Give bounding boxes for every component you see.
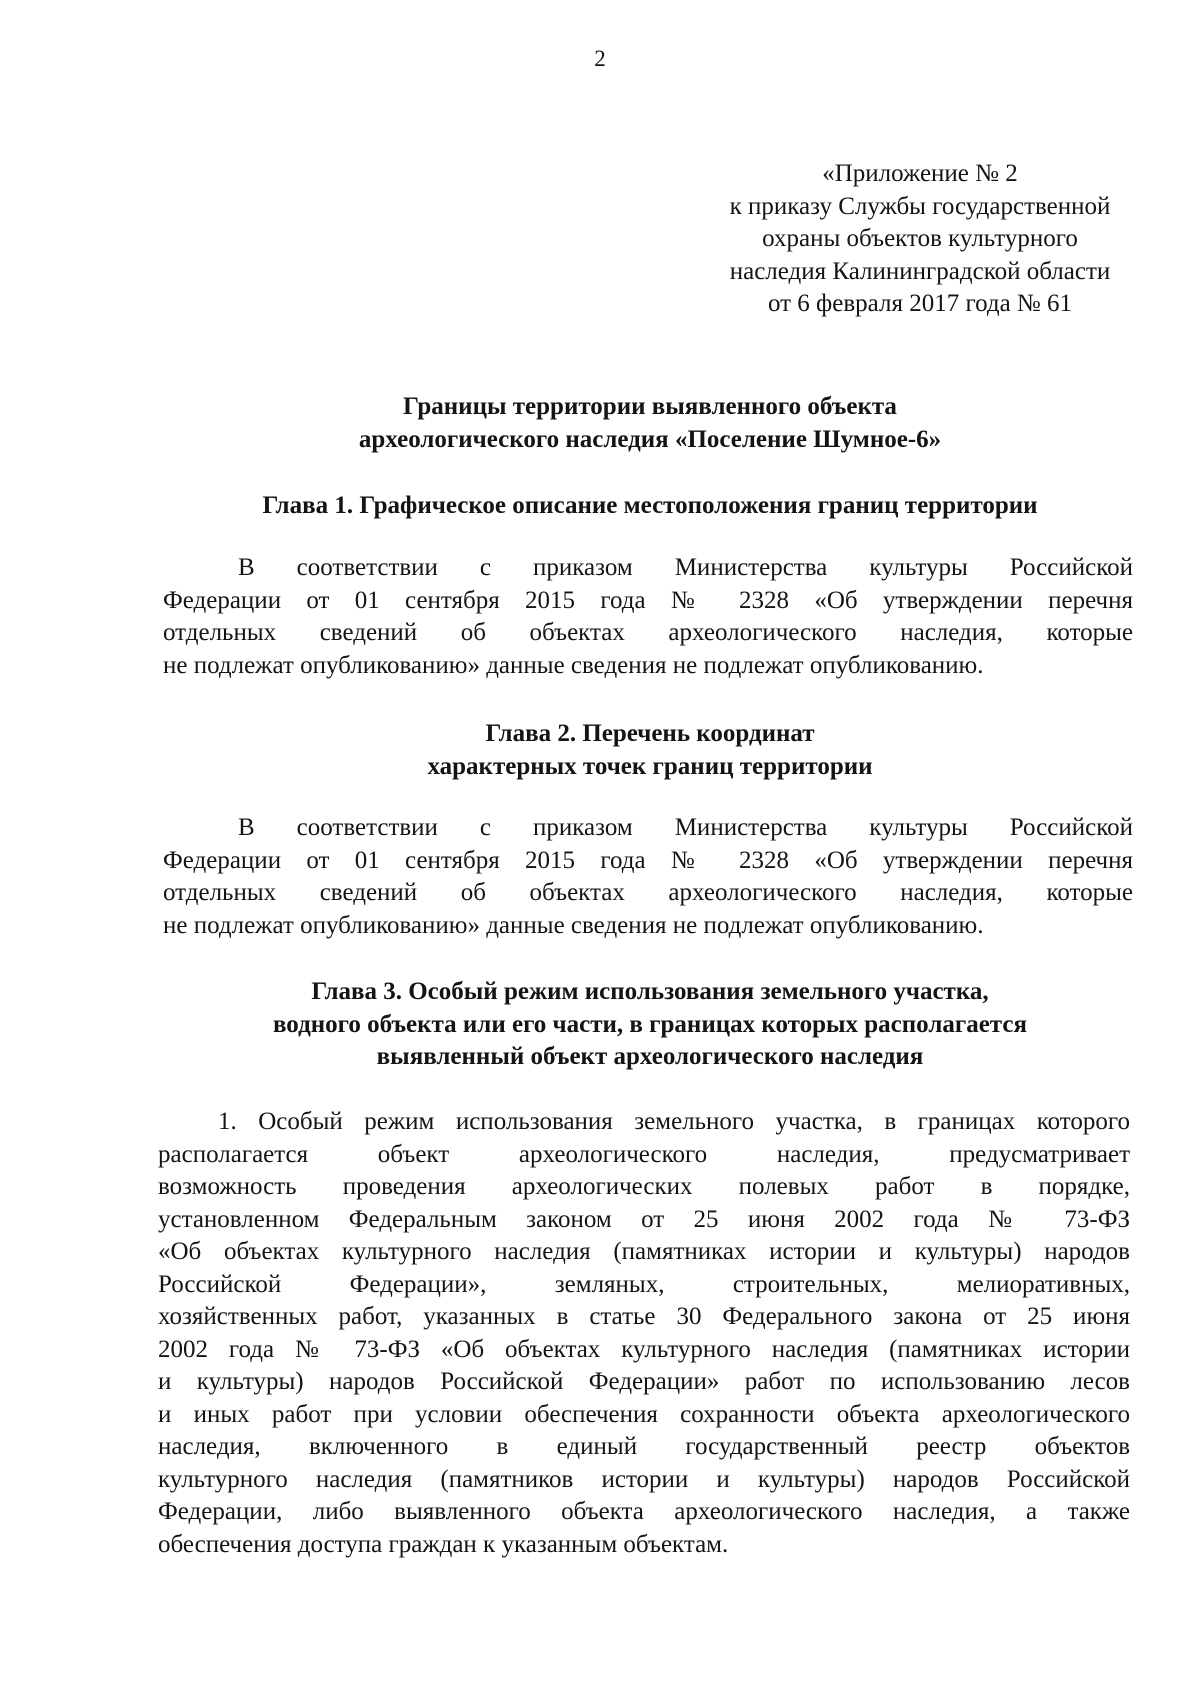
paragraph-line: хозяйственных работ, указанных в статье 30 Федерального закона от 25 июня bbox=[158, 1303, 1130, 1330]
paragraph-line: Российской Федерации», земляных, строительных, мелиоративных, bbox=[158, 1270, 1130, 1298]
chapter-2-paragraph bbox=[163, 812, 1133, 942]
appendix-line: к приказу Службы государственной bbox=[729, 192, 1111, 220]
paragraph-line: и культуры) народов Российской Федерации» работ по использованию лесов bbox=[158, 1368, 1130, 1395]
paragraph-line: Федерации от 01 сентября 2015 года № 2328 «Об утверждении перечня bbox=[163, 846, 1133, 874]
heading-line: Глава 3. Особый режим использования земельного участка, bbox=[311, 978, 989, 1005]
chapter-3-paragraph bbox=[158, 1106, 1130, 1561]
paragraph-line: не подлежат опубликованию» данные сведения не подлежат опубликованию. bbox=[163, 651, 984, 679]
title-line: Границы территории выявленного объекта bbox=[403, 393, 897, 420]
appendix-line: охраны объектов культурного bbox=[762, 225, 1078, 252]
paragraph-line: Федерации, либо выявленного объекта археологического наследия, а также bbox=[158, 1498, 1130, 1525]
heading-line: водного объекта или его части, в границах которых располагается bbox=[272, 1010, 1028, 1038]
paragraph-line: В соответствии с приказом Министерства культуры Российской bbox=[238, 814, 1133, 841]
chapter-2-heading bbox=[150, 718, 1150, 783]
document-title bbox=[150, 390, 1150, 456]
heading-line: характерных точек границ территории bbox=[427, 752, 873, 780]
paragraph-line: отдельных сведений об объектах археологического наследия, которые bbox=[163, 619, 1133, 646]
paragraph-line: наследия, включенного в единый государственный реестр объектов bbox=[158, 1433, 1130, 1460]
appendix-line: наследия Калининградской области bbox=[729, 257, 1111, 285]
paragraph-line: «Об объектах культурного наследия (памятниках истории и культуры) народов bbox=[158, 1238, 1130, 1265]
heading-line: Глава 2. Перечень координат bbox=[485, 720, 815, 747]
paragraph-line: 1. Особый режим использования земельного участка, в границах которого bbox=[218, 1108, 1130, 1135]
paragraph-line: Федерации от 01 сентября 2015 года № 2328 «Об утверждении перечня bbox=[163, 586, 1133, 614]
paragraph-line: располагается объект археологического наследия, предусматривает bbox=[158, 1140, 1130, 1168]
chapter-3-heading bbox=[150, 976, 1150, 1074]
paragraph-line: не подлежат опубликованию» данные сведения не подлежат опубликованию. bbox=[163, 911, 984, 939]
paragraph-line: 2002 года № 73-ФЗ «Об объектах культурного наследия (памятниках истории bbox=[158, 1335, 1130, 1363]
heading-line: Глава 1. Графическое описание местоположения границ территории bbox=[262, 492, 1038, 519]
appendix-reference-block bbox=[690, 158, 1150, 321]
appendix-line: от 6 февраля 2017 года № 61 bbox=[767, 290, 1073, 317]
chapter-1-paragraph bbox=[163, 552, 1133, 682]
appendix-line: «Приложение № 2 bbox=[822, 160, 1018, 187]
paragraph-line: культурного наследия (памятников истории и культуры) народов Российской bbox=[158, 1465, 1130, 1493]
paragraph-line: установленном Федеральным законом от 25 июня 2002 года № 73-ФЗ bbox=[158, 1205, 1130, 1233]
paragraph-line: В соответствии с приказом Министерства культуры Российской bbox=[238, 554, 1133, 581]
paragraph-line: возможность проведения археологических полевых работ в порядке, bbox=[158, 1173, 1130, 1200]
paragraph-line: и иных работ при условии обеспечения сохранности объекта археологического bbox=[158, 1400, 1130, 1428]
title-line: археологического наследия «Поселение Шумное-6» bbox=[358, 426, 942, 453]
paragraph-line: обеспечения доступа граждан к указанным объектам. bbox=[158, 1530, 729, 1558]
paragraph-line: отдельных сведений об объектах археологического наследия, которые bbox=[163, 879, 1133, 906]
page-number: 2 bbox=[594, 46, 606, 71]
heading-line: выявленный объект археологического наследия bbox=[376, 1043, 924, 1070]
chapter-1-heading bbox=[150, 490, 1150, 523]
